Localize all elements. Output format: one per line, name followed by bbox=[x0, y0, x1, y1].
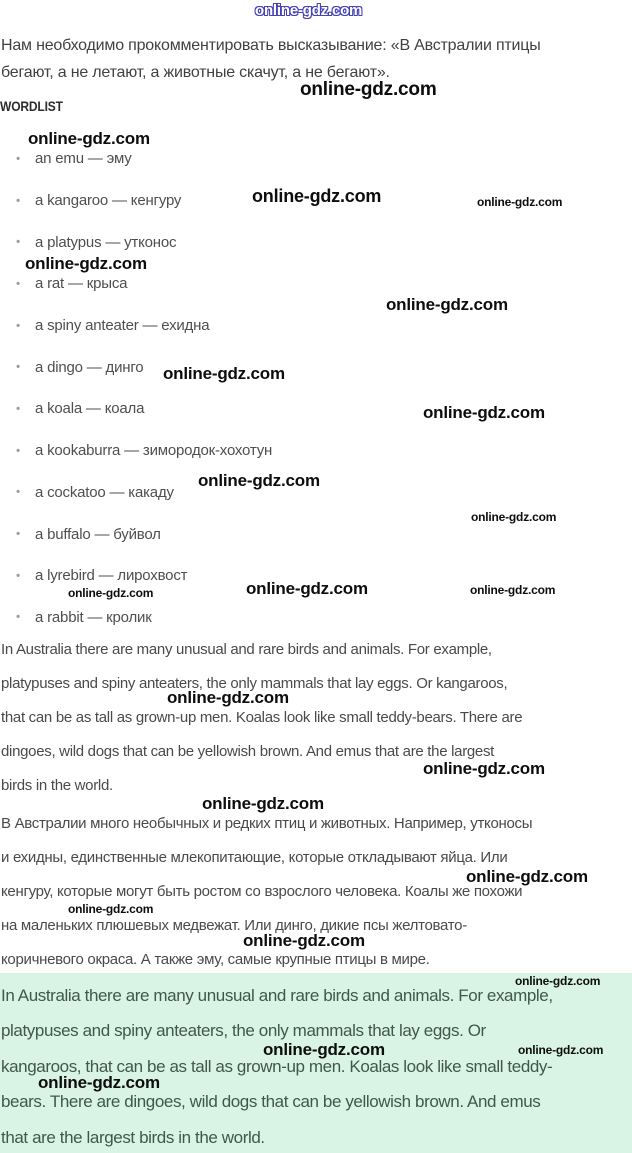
wordlist-item: • a cockatoo — какаду bbox=[0, 472, 632, 514]
watermark: online-gdz.com bbox=[163, 364, 285, 383]
wordlist-item: • a kangaroo — кенгуру bbox=[0, 180, 632, 222]
watermark: online-gdz.com bbox=[300, 79, 437, 100]
watermark: online-gdz.com bbox=[198, 471, 320, 490]
highlighted-answer-block bbox=[0, 973, 632, 1153]
watermark: online-gdz.com bbox=[423, 403, 545, 422]
answer-english-line: dingoes, wild dogs that can be yellowish brown. And emus that are the largest bbox=[1, 743, 495, 760]
watermark: online-gdz.com bbox=[518, 1043, 604, 1057]
wordlist-item: • a rabbit — кролик bbox=[0, 597, 632, 639]
wordlist-item: • a spiny anteater — ехидна bbox=[0, 305, 632, 347]
answer-russian-line: коричневого окраса. А также эму, самые крупные птицы в мире. bbox=[1, 951, 430, 968]
answer-russian-line: В Австралии много необычных и редких птиц и животных. Например, утконосы bbox=[1, 815, 533, 832]
wordlist-item: • a koala — коала bbox=[0, 388, 632, 430]
highlighted-answer-line: In Australia there are many unusual and rare birds and animals. For example, bbox=[1, 986, 553, 1005]
answer-english-line: In Australia there are many unusual and rare birds and animals. For example, bbox=[1, 641, 492, 658]
wordlist-item: • a platypus — утконос bbox=[0, 221, 632, 263]
wordlist-item: • a dingo — динго bbox=[0, 346, 632, 388]
watermark: online-gdz.com bbox=[263, 1040, 385, 1059]
answer-russian-translation bbox=[1, 807, 630, 977]
watermark: online-gdz.com bbox=[202, 794, 324, 813]
answer-english-line: platypuses and spiny anteaters, the only mammals that lay eggs. Or kangaroos, bbox=[1, 675, 508, 692]
wordlist-item: • a rat — крыса bbox=[0, 263, 632, 305]
wordlist-item: • a buffalo — буйвол bbox=[0, 513, 632, 555]
watermark: online-gdz.com bbox=[252, 186, 382, 206]
watermark: online-gdz.com bbox=[243, 931, 365, 950]
task-statement bbox=[1, 32, 630, 86]
highlighted-answer-line: kangaroos, that can be as tall as grown-up men. Koalas look like small teddy- bbox=[1, 1056, 553, 1076]
highlighted-answer-line: bears. There are dingoes, wild dogs that can be yellowish brown. And emus bbox=[1, 1092, 541, 1112]
wordlist-item: • a kookaburra — зимородок-хохотун bbox=[0, 430, 632, 472]
task-line: бегают, а не летают, а животные скачут, а не бегают». bbox=[1, 64, 390, 81]
watermark: online-gdz.com bbox=[28, 129, 150, 148]
watermark: online-gdz.com bbox=[255, 2, 363, 19]
wordlist-item: • an emu — эму bbox=[0, 138, 632, 180]
watermark: online-gdz.com bbox=[68, 586, 154, 600]
watermark: online-gdz.com bbox=[477, 195, 563, 209]
watermark: online-gdz.com bbox=[515, 974, 601, 988]
answer-russian-line: кенгуру, которые могут быть ростом со взрослого человека. Коалы же похожи bbox=[1, 883, 523, 900]
highlighted-answer-line: platypuses and spiny anteaters, the only mammals that lay eggs. Or bbox=[1, 1021, 486, 1041]
answer-russian-line: и ехидны, единственные млекопитающие, которые откладывают яйца. Или bbox=[1, 849, 508, 866]
watermark: online-gdz.com bbox=[466, 867, 588, 886]
watermark: online-gdz.com bbox=[25, 254, 147, 273]
wordlist bbox=[0, 138, 632, 638]
highlighted-answer-line: that are the largest birds in the world. bbox=[1, 1127, 265, 1147]
watermark: online-gdz.com bbox=[471, 510, 557, 524]
answer-english-line: birds in the world. bbox=[1, 777, 113, 794]
answer-english-line: that can be as tall as grown-up men. Koalas look like small teddy-bears. There are bbox=[1, 709, 523, 726]
watermark: online-gdz.com bbox=[423, 759, 545, 778]
task-line: Нам необходимо прокомментировать высказывание: «В Австралии птицы bbox=[1, 37, 541, 54]
answer-english bbox=[1, 633, 630, 803]
wordlist-heading: WORDLIST bbox=[0, 98, 63, 114]
wordlist-item: • a lyrebird — лирохвост bbox=[0, 555, 632, 597]
watermark: online-gdz.com bbox=[38, 1073, 160, 1092]
watermark: online-gdz.com bbox=[167, 688, 289, 707]
answer-russian-line: на маленьких плюшевых медвежат. Или динго, дикие псы желтовато- bbox=[1, 917, 467, 934]
watermark: online-gdz.com bbox=[386, 295, 508, 314]
watermark: online-gdz.com bbox=[470, 583, 556, 597]
watermark: online-gdz.com bbox=[68, 902, 154, 916]
watermark: online-gdz.com bbox=[246, 579, 368, 598]
